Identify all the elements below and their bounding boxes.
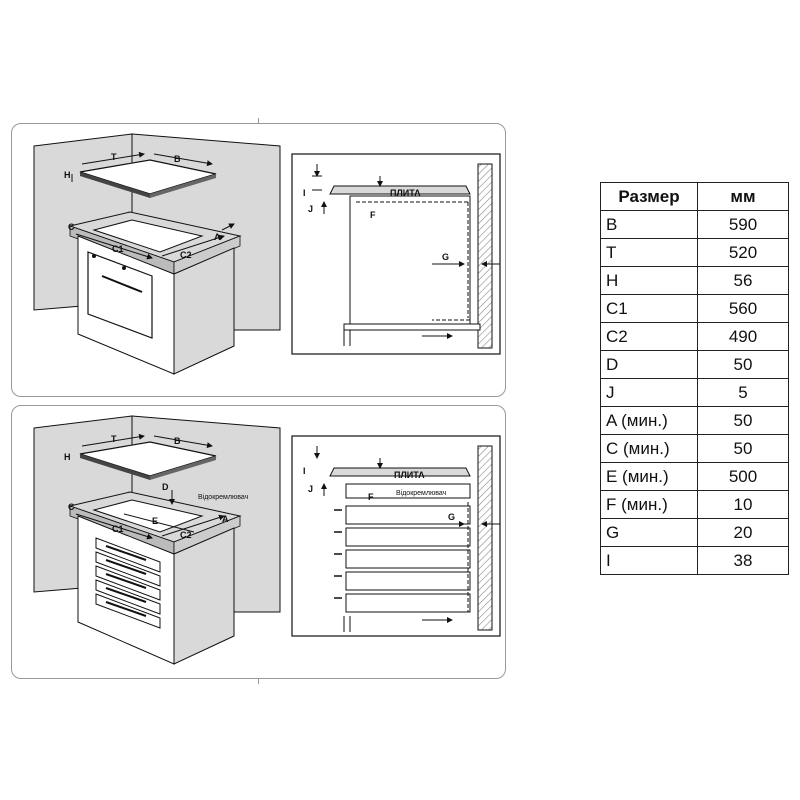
table-row [601, 547, 789, 575]
table-row [601, 211, 789, 239]
table-row [601, 323, 789, 351]
cell-value: 500 [698, 463, 789, 491]
section-label-J: J [308, 204, 314, 214]
table-body [601, 211, 789, 575]
cell-dimension: I [601, 547, 698, 575]
table-row [601, 435, 789, 463]
cell-value: 590 [698, 211, 789, 239]
header-size: Размер [601, 183, 698, 211]
cell-value: 5 [698, 379, 789, 407]
label-A: A [214, 232, 221, 242]
section-label-G: G [442, 252, 450, 262]
cell-value: 38 [698, 547, 789, 575]
label-C: C [68, 502, 75, 512]
cell-dimension: B [601, 211, 698, 239]
label-E: E [152, 516, 159, 526]
cell-dimension: D [601, 351, 698, 379]
section-label-F: F [368, 492, 374, 502]
cell-value: 50 [698, 351, 789, 379]
label-D: D [162, 482, 169, 492]
section-label-I: I [303, 466, 306, 476]
label-H: H [64, 452, 71, 462]
label-C2: C2 [180, 530, 192, 540]
section-plate-label: ПЛИТА [394, 470, 425, 480]
table-row [601, 351, 789, 379]
label-T: T [111, 434, 117, 444]
cell-value: 10 [698, 491, 789, 519]
section-plate-label: ПЛИТА [390, 188, 421, 198]
cell-value: 50 [698, 407, 789, 435]
label-B: B [174, 436, 181, 446]
cell-dimension: T [601, 239, 698, 267]
section-label-G: G [448, 512, 456, 522]
section-view [292, 436, 500, 636]
cell-value: 56 [698, 267, 789, 295]
header-mm: мм [698, 183, 789, 211]
cell-value: 20 [698, 519, 789, 547]
label-C2: C2 [180, 250, 192, 260]
section-view [292, 154, 500, 354]
table-row [601, 407, 789, 435]
cell-value: 50 [698, 435, 789, 463]
cell-value: 520 [698, 239, 789, 267]
cell-dimension: G [601, 519, 698, 547]
label-C: C [68, 222, 75, 232]
separator-label: Відокремлювач [198, 494, 249, 501]
cell-dimension: J [601, 379, 698, 407]
diagram-panel-drawers [11, 405, 506, 679]
dimensions-table [600, 182, 789, 575]
table-row [601, 519, 789, 547]
cell-dimension: C (мин.) [601, 435, 698, 463]
table-header-row [601, 183, 789, 211]
cell-dimension: C2 [601, 323, 698, 351]
label-C1: C1 [112, 524, 124, 534]
drawers-installation-diagram [12, 406, 505, 678]
section-label-J: J [308, 484, 314, 494]
table-row [601, 491, 789, 519]
cell-value: 560 [698, 295, 789, 323]
cell-dimension: A (мин.) [601, 407, 698, 435]
section-label-F: F [370, 210, 376, 220]
label-H: H [64, 170, 71, 180]
table-row [601, 379, 789, 407]
section-label-I: I [303, 188, 306, 198]
cell-dimension: E (мин.) [601, 463, 698, 491]
oven-installation-diagram [12, 124, 505, 396]
diagram-panel-oven [11, 123, 506, 397]
cell-dimension: F (мин.) [601, 491, 698, 519]
label-T: T [111, 152, 117, 162]
table-row [601, 267, 789, 295]
label-C1: C1 [112, 244, 124, 254]
table-row [601, 295, 789, 323]
cell-value: 490 [698, 323, 789, 351]
table-row [601, 463, 789, 491]
table-row [601, 239, 789, 267]
cell-dimension: C1 [601, 295, 698, 323]
section-separator-label: Відокремлювач [396, 490, 447, 497]
cell-dimension: H [601, 267, 698, 295]
label-A: A [222, 514, 229, 524]
label-B: B [174, 154, 181, 164]
